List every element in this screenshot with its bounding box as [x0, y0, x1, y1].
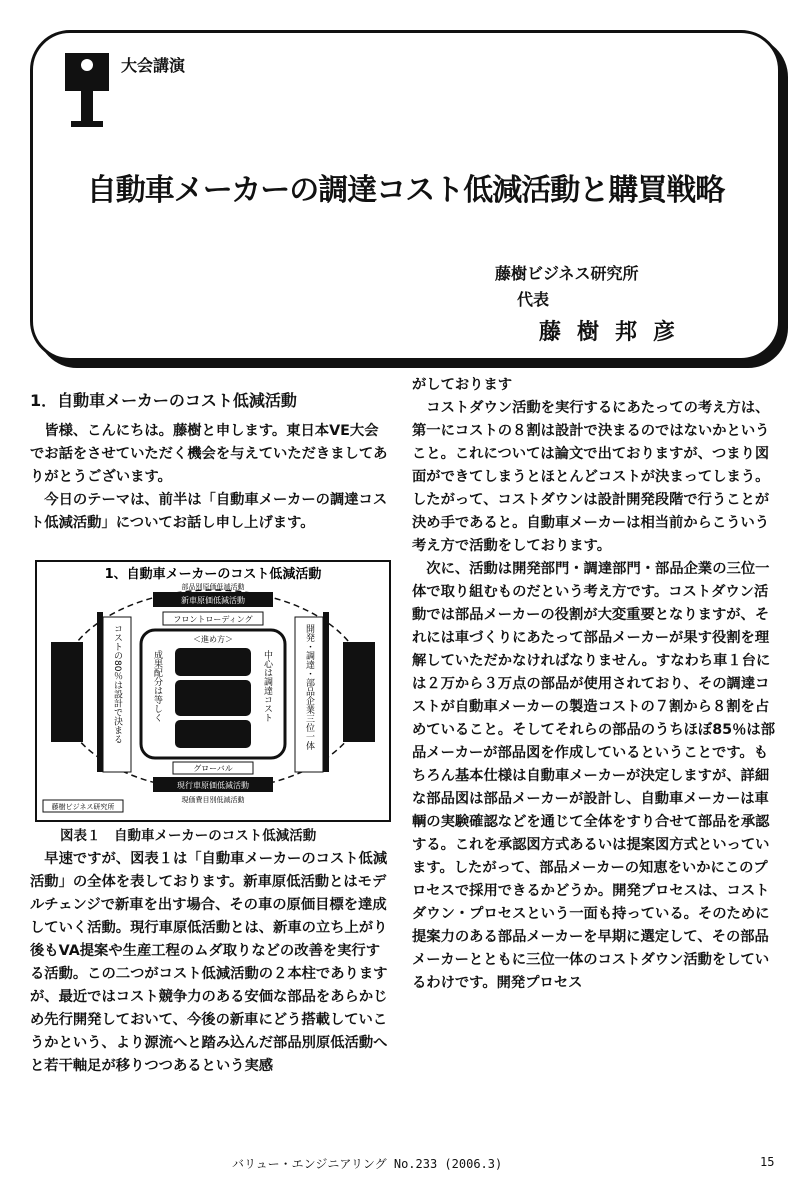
paragraph: がしております [412, 377, 513, 393]
center-right-label: 中心は調達コスト [262, 650, 272, 722]
author-name: 藤樹邦彦 [539, 320, 692, 345]
left-black-box [51, 642, 83, 742]
left-vertical-label: コストの80％は設計で決まる [112, 624, 122, 744]
center-block-3 [175, 720, 251, 748]
left-column-bottom [30, 848, 390, 1078]
bottom-box-label: 現行車原価低減活動 [177, 781, 249, 790]
speaker-podium-icon [63, 51, 111, 131]
center-block-2 [175, 680, 251, 716]
figure-logo: 藤樹ビジネス研究所 [51, 803, 115, 811]
center-block-1 [175, 648, 251, 676]
article-title: 自動車メーカーの調達コスト低減活動と購買戦略 [86, 173, 725, 208]
figure-top-small: 部品別原価低減活動 [181, 583, 245, 591]
figure-bottom-small: 現価費目別低減活動 [181, 796, 245, 804]
front-loading-label: フロントローディング [173, 615, 253, 624]
paragraph: 次に、活動は開発部門・調達部門・部品企業の三位一体で取り組むものだという考え方です。コストダウン活動では部品メーカーの役割が大変重要となりますが、それには車づくりにあたって部品メーカーが果す役割を理解していただかなければなりません。すなわち車１台には２万から３万点の部品が使用されており、その調達コストが自動車メーカーの製造コストの７割から８割を占めていること。そしてそれらの部品のうちほぼ85％は部品メーカーが部品図を作成しているということです。もちろん基本仕様は自動車メーカーが決定しますが、詳細な部品図は部品メーカーが設計し、自動車メーカーは車輌の実験確認などを通じて全体をすり合せて部品を承認する。これを承認図方式あるいは提案図方式といっています。したがって、部品メーカーの知恵をいかにこのプロセスで採用できるかどうか。開発プロセスは、コストダウン・プロセスという一面も持っている。そのために提案力のある部品メーカーを早期に選定して、その部品メーカーとともに三位一体のコストダウン活動をしているわけです。開発プロセス [412, 561, 776, 991]
figure-diagram [35, 560, 391, 822]
author-affiliation: 藤樹ビジネス研究所 [495, 264, 639, 283]
journal-footer: バリュー・エンジニアリング No.233 (2006.3) [232, 1157, 503, 1171]
global-label: グローバル [193, 764, 233, 773]
left-column-top [30, 420, 390, 535]
section-heading: 1．自動車メーカーのコスト低減活動 [30, 391, 297, 410]
header-box [30, 30, 781, 361]
right-bar [323, 612, 329, 772]
paragraph: 早速ですが、図表１は「自動車メーカーのコスト低減活動」の全体を表しております。新車原低活動とはモデルチェンジで新車を出す場合、その車の原価目標を達成していく活動。現行車原低活動とは、新車の立ち上がり後もVA提案や生産工程のムダ取りなどの改善を実行する活動。この二つがコスト低減活動の２本柱でありますが、最近ではコスト競争力のある安価な部品をあらかじめ先行開発しておいて、今後の新車にどう搭載していこうかという、より源流へと踏み込んだ部品別原低活動へと若干軸足が移りつつあるという実感 [30, 851, 388, 1074]
right-black-box [343, 642, 375, 742]
author-role: 代表 [517, 290, 550, 309]
right-vertical-label: 開発・調達・部品企業三位一体 [304, 624, 314, 750]
paragraph: 今日のテーマは、前半は「自動車メーカーの調達コスト低減活動」についてお話し申し上げます。 [30, 492, 388, 531]
figure-title: 1、自動車メーカーのコスト低減活動 [104, 567, 322, 582]
figure-svg [37, 562, 389, 820]
center-left-label: 成果配分は等しく [152, 650, 162, 722]
right-column [412, 374, 780, 995]
article-category: 大会講演 [121, 56, 186, 75]
paragraph: 皆様、こんにちは。藤樹と申します。東日本VE大会でお話をさせていただく機会を与えていただきましてありがとうございます。 [30, 423, 388, 485]
page-number: 15 [760, 1155, 775, 1169]
figure-caption: 図表１ 自動車メーカーのコスト低減活動 [60, 828, 317, 844]
paragraph: コストダウン活動を実行するにあたっての考え方は、第一にコストの８割は設計で決まるのではないかということ。これについては論文で出ておりますが、つまり図面ができてしまうとほとんどコストが決まってしまう。したがって、コストダウンは設計開発段階で行うことが決め手であると。自動車メーカーは相当前からこういう考え方で活動をしております。 [412, 400, 770, 554]
top-box-label: 新車原価低減活動 [181, 596, 245, 605]
left-bar [97, 612, 103, 772]
way-label: ＜進め方＞ [193, 635, 233, 644]
